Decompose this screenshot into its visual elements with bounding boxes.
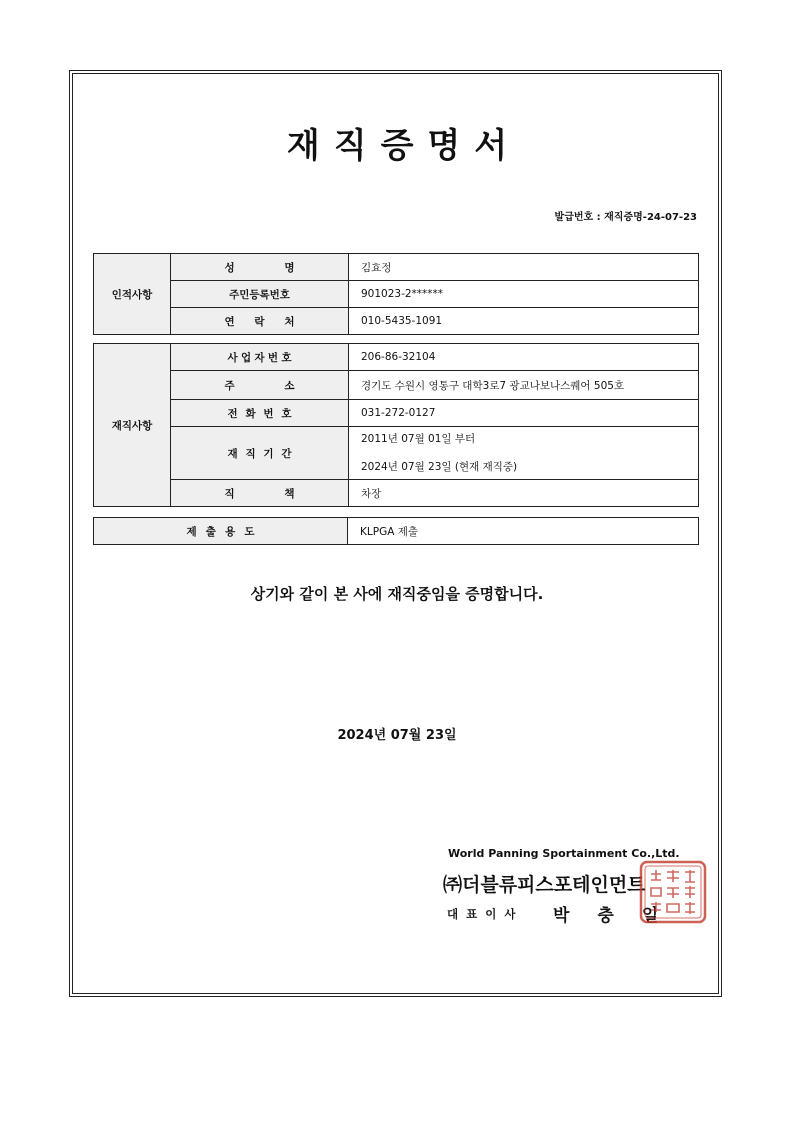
period-start: 2011년 07월 01일 부터: [361, 432, 476, 445]
ceo-title: 대표이사: [447, 907, 524, 921]
label-char: 번: [263, 407, 274, 420]
contact-label: [171, 308, 349, 335]
label-char: 호: [281, 351, 292, 364]
label-char: 호: [281, 407, 292, 420]
label-char: 성: [224, 261, 235, 274]
label-char: 직: [224, 487, 235, 500]
company-name-english: World Panning Sportainment Co.,Ltd.: [448, 847, 680, 860]
company-name-korean: ㈜더블류피스포테인먼트: [443, 874, 646, 896]
label-char: 제: [186, 525, 197, 538]
employment-info-table: [93, 343, 699, 507]
company-seal-icon: [639, 860, 707, 924]
label-char: 전: [227, 407, 238, 420]
name-value: 김효정: [349, 254, 699, 281]
label-char: 화: [245, 407, 256, 420]
label-char: 사: [227, 351, 238, 364]
label-char: 책: [284, 487, 295, 500]
label-char: 주: [224, 379, 235, 392]
document-title: 재직증명서: [286, 126, 522, 166]
label-char: 자: [254, 351, 265, 364]
label-char: 명: [284, 261, 295, 274]
label-char: 출: [205, 525, 216, 538]
position-value: 차장: [349, 480, 699, 507]
label-char: 재: [227, 447, 238, 460]
ceo-name: 박충일: [553, 906, 687, 926]
personal-section-label: 인적사항: [94, 254, 171, 335]
business-number-value: 206-86-32104: [349, 344, 699, 371]
label-char: 번: [267, 351, 279, 364]
business-number-label: [171, 344, 349, 371]
label-char: 처: [284, 315, 295, 328]
personal-info-table: [93, 253, 699, 335]
period-value: [349, 427, 699, 480]
issue-number: 발급번호 : 재직증명-24-07-23: [554, 212, 697, 223]
position-label: [171, 480, 349, 507]
certification-statement: 상기와 같이 본 사에 재직중임을 증명합니다.: [250, 585, 544, 603]
label-char: 기: [263, 447, 274, 460]
label-char: 용: [225, 525, 236, 538]
resident-number-value: 901023-2******: [349, 281, 699, 308]
purpose-value: KLPGA 제출: [348, 518, 699, 545]
employment-section-label: 재직사항: [94, 344, 171, 507]
phone-value: 031-272-0127: [349, 400, 699, 427]
label-char: 락: [254, 315, 265, 328]
label-char: 직: [245, 447, 256, 460]
address-value: 경기도 수원시 영통구 대학3로7 광교나보나스퀘어 505호: [349, 371, 699, 400]
resident-number-label: 주민등록번호: [171, 281, 349, 308]
label-char: 도: [244, 525, 255, 538]
label-char: 소: [284, 379, 295, 392]
label-char: 연: [224, 315, 235, 328]
label-char: 간: [281, 447, 292, 460]
contact-value: 010-5435-1091: [349, 308, 699, 335]
address-label: [171, 371, 349, 400]
label-char: 업: [240, 351, 252, 364]
name-label: [171, 254, 349, 281]
purpose-label: [94, 518, 348, 545]
phone-label: [171, 400, 349, 427]
period-end: 2024년 07월 23일 (현재 재직중): [361, 460, 518, 473]
purpose-table: [93, 517, 699, 545]
period-label: [171, 427, 349, 480]
issue-date: 2024년 07월 23일: [337, 728, 457, 743]
